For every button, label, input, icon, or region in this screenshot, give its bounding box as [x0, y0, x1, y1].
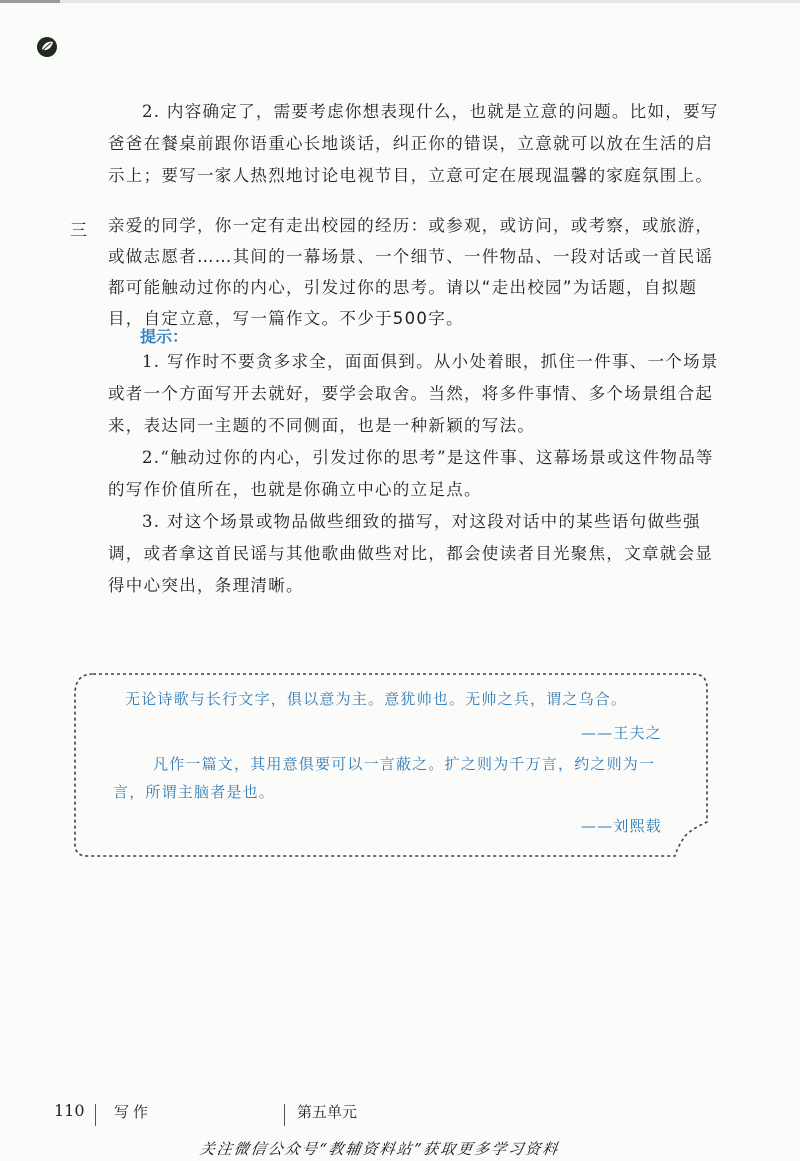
hint-list	[108, 346, 720, 602]
watermark-text: 关注微信公众号“教辅资料站”获取更多学习资料	[198, 1140, 561, 1158]
section-prompt: 亲爱的同学，你一定有走出校园的经历：或参观，或访问，或考察，或旅游，或做志愿者……其间的一幕场景、一个细节、一件物品、一段对话或一首民谣都可能触动过你的内心，引发过你的思考。请以“走出校园”为话题，自拟题目，自定立意，写一篇作文。不少于500字。	[108, 216, 714, 328]
book-section-title: 写作	[114, 1103, 153, 1121]
quote-1-author: ——王夫之	[580, 724, 662, 742]
hint-item: 3. 对这个场景或物品做些细致的描写，对这段对话中的某些语句做些强调，或者拿这首民谣与其他歌曲做些对比，都会使读者目光聚焦，文章就会显得中心突出，条理清晰。	[108, 512, 714, 595]
top-edge-bar	[0, 0, 800, 3]
paragraph-2	[108, 96, 720, 192]
hint-item: 1. 写作时不要贪多求全，面面俱到。从小处着眼，抓住一件事、一个场景或者一个方面写开去就好，要学会取舍。当然，将多件事情、多个场景组合起来，表达同一主题的不同侧面，也是一种新颖的写法。	[108, 352, 719, 435]
section-number: 三	[70, 221, 87, 241]
hint-item: 2.“触动过你的内心，引发过你的思考”是这件事、这幕场景或这件物品等的写作价值所在，也就是你确立中心的立足点。	[108, 448, 714, 499]
paragraph-2-rest: 爸爸在餐桌前跟你语重心长地谈话，纠正你的错误，立意就可以放在生活的启示上；要写一家人热烈地讨论电视节目，立意可定在展现温馨的家庭氛围上。	[108, 134, 714, 185]
page-number: 110	[54, 1101, 85, 1120]
footer-divider	[95, 1104, 96, 1126]
leaf-circle-icon	[36, 36, 58, 58]
hint-label: 提示：	[140, 327, 189, 346]
paragraph-2-first-line: 2. 内容确定了，需要考虑你想表现什么，也就是立意的问题。比如，要写	[142, 102, 719, 121]
quote-2: 凡作一篇文，其用意俱要可以一言蔽之。扩之则为千万言，约之则为一言，所谓主脑者是也。	[113, 755, 656, 801]
footer-divider	[284, 1104, 285, 1126]
unit-title: 第五单元	[297, 1103, 358, 1121]
quote-1: 无论诗歌与长行文字，俱以意为主。意犹帅也。无帅之兵，谓之乌合。	[125, 690, 628, 708]
quote-2-author: ——刘熙载	[580, 817, 662, 835]
